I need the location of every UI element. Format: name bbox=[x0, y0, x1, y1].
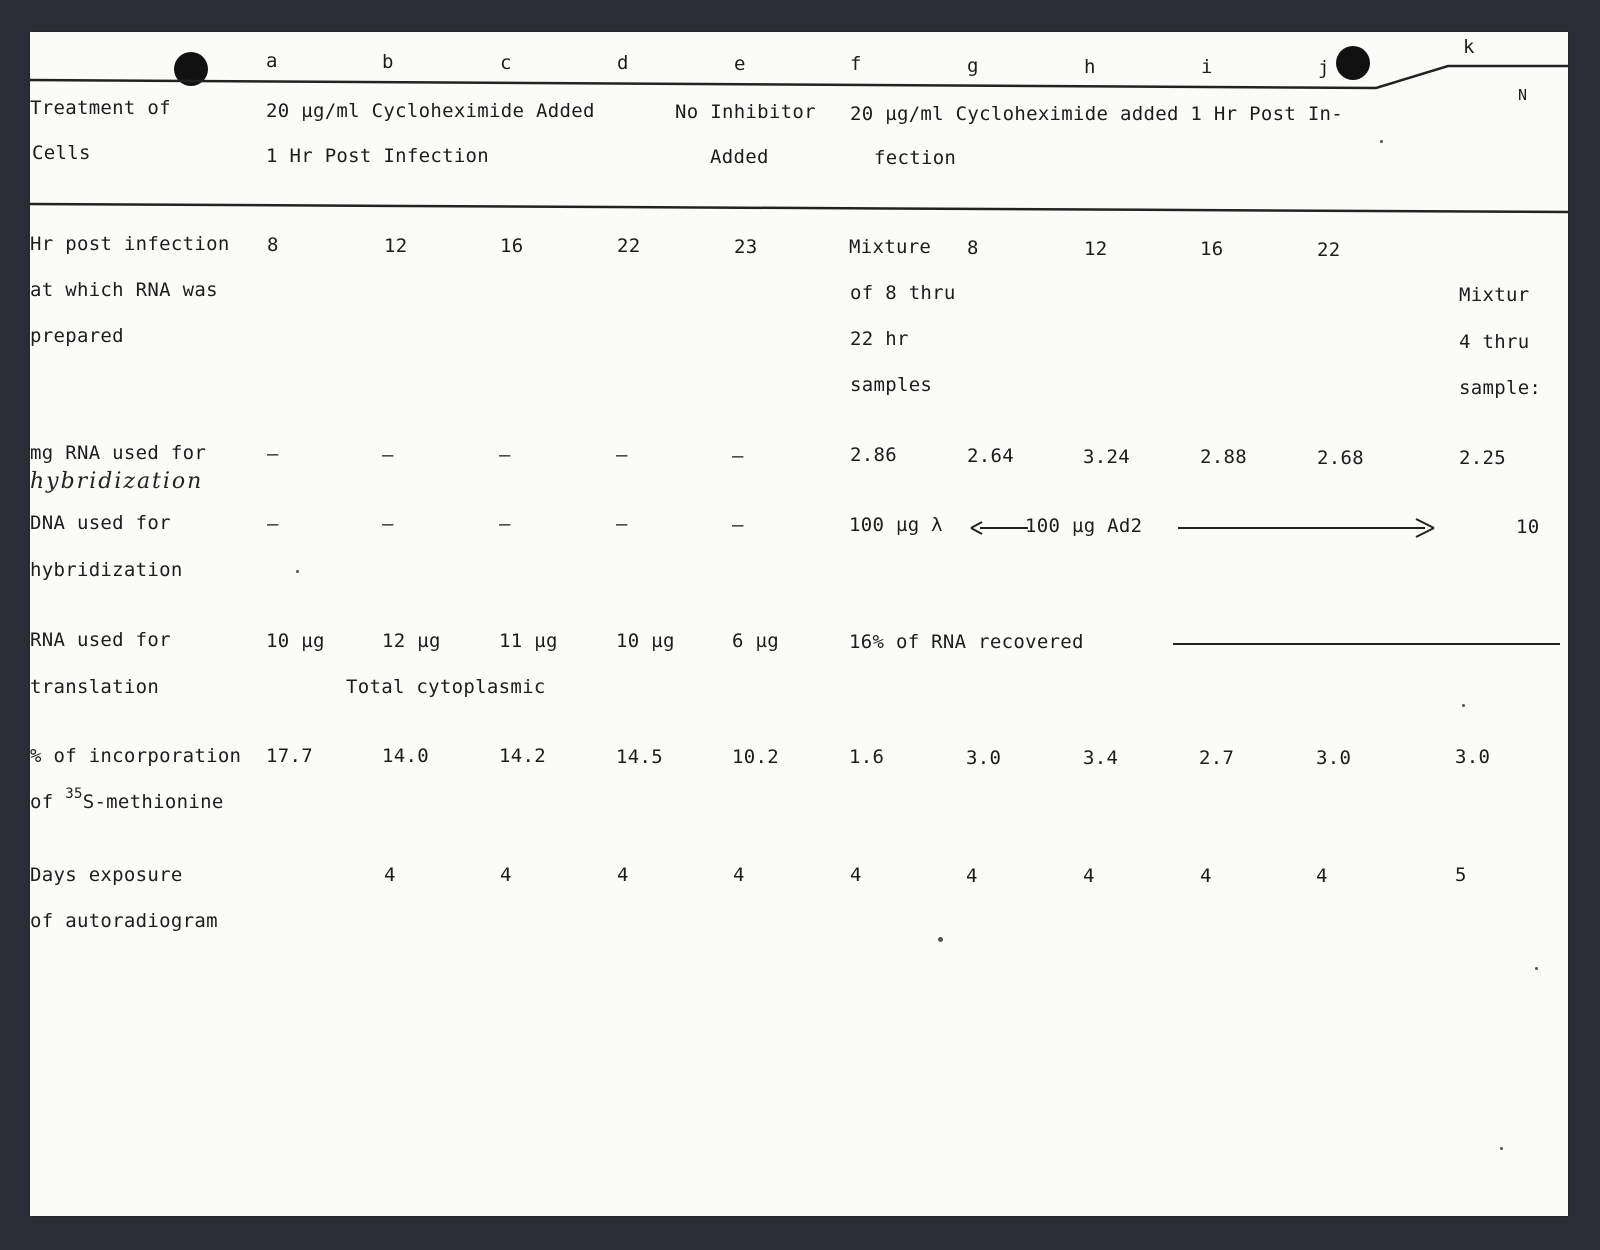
hr-k-line3: sample: bbox=[1459, 377, 1542, 399]
mg-c: – bbox=[499, 444, 511, 466]
hr-f-line3: 22 hr bbox=[850, 328, 909, 350]
col-h: h bbox=[1084, 56, 1096, 78]
inc-g: 3.0 bbox=[966, 747, 1002, 769]
paper-speck bbox=[1535, 967, 1538, 970]
hr-a: 8 bbox=[267, 234, 279, 256]
dna-label-2: hybridization bbox=[30, 559, 183, 581]
rna-d: 10 µg bbox=[616, 630, 675, 652]
dna-label-1: DNA used for bbox=[30, 512, 171, 534]
paper-speck bbox=[1462, 704, 1465, 707]
days-h: 4 bbox=[1083, 865, 1095, 887]
mg-a: – bbox=[267, 443, 279, 465]
hr-f-line4: samples bbox=[850, 374, 933, 396]
dna-g-to-j: 100 µg Ad2 bbox=[1025, 515, 1143, 537]
dna-b: – bbox=[382, 513, 394, 535]
hr-label-2: at which RNA was bbox=[30, 279, 218, 301]
hr-i: 16 bbox=[1200, 238, 1224, 260]
group1-line2: 1 Hr Post Infection bbox=[266, 145, 490, 167]
paper-speck bbox=[1500, 1147, 1503, 1150]
inc-b: 14.0 bbox=[382, 745, 429, 767]
table-rules bbox=[30, 32, 1568, 1216]
inc-label-1: % of incorporation bbox=[30, 745, 242, 767]
col-a: a bbox=[266, 50, 278, 72]
hr-h: 12 bbox=[1084, 238, 1108, 260]
inc-c: 14.2 bbox=[499, 745, 546, 767]
hr-k-line2: 4 thru bbox=[1459, 331, 1530, 353]
dna-c: – bbox=[499, 513, 511, 535]
hr-c: 16 bbox=[500, 235, 524, 257]
days-f: 4 bbox=[850, 864, 862, 886]
mg-g: 2.64 bbox=[967, 445, 1014, 467]
dna-a: – bbox=[267, 513, 279, 535]
hr-g: 8 bbox=[967, 237, 979, 259]
rna-label-1: RNA used for bbox=[30, 629, 171, 651]
rna-total-cytoplasmic-note: Total cytoplasmic bbox=[346, 676, 546, 698]
hr-j: 22 bbox=[1317, 239, 1341, 261]
dna-f: 100 µg λ bbox=[849, 514, 943, 536]
inc-d: 14.5 bbox=[616, 746, 663, 768]
days-label-1: Days exposure bbox=[30, 864, 183, 886]
hr-k-line1: Mixtur bbox=[1459, 284, 1530, 306]
group2-line1: No Inhibitor bbox=[675, 101, 816, 123]
mg-i: 2.88 bbox=[1200, 446, 1247, 468]
hr-d: 22 bbox=[617, 235, 641, 257]
group2-line2: Added bbox=[710, 146, 769, 168]
col-i: i bbox=[1201, 56, 1213, 78]
days-k: 5 bbox=[1455, 864, 1467, 886]
mg-f: 2.86 bbox=[850, 444, 897, 466]
hr-f-line1: Mixture bbox=[849, 236, 932, 258]
mg-d: – bbox=[616, 444, 628, 466]
paper-speck bbox=[1380, 140, 1383, 143]
days-g: 4 bbox=[966, 865, 978, 887]
col-f: f bbox=[850, 53, 862, 75]
rna-label-2: translation bbox=[30, 676, 160, 698]
group1-line1: 20 µg/ml Cycloheximide Added bbox=[266, 100, 595, 122]
inc-h: 3.4 bbox=[1083, 747, 1119, 769]
inc-label-2-isotope-mass: 35 bbox=[65, 786, 83, 802]
dna-d: – bbox=[616, 513, 628, 535]
mg-label-2-handwritten: hybridization bbox=[30, 469, 204, 494]
hr-f-line2: of 8 thru bbox=[850, 282, 956, 304]
document-page bbox=[30, 32, 1568, 1216]
col-g: g bbox=[967, 55, 979, 77]
mg-j: 2.68 bbox=[1317, 447, 1364, 469]
paper-speck bbox=[296, 570, 299, 573]
inc-f: 1.6 bbox=[849, 746, 885, 768]
inc-j: 3.0 bbox=[1316, 747, 1352, 769]
inc-i: 2.7 bbox=[1199, 747, 1235, 769]
hr-e: 23 bbox=[734, 236, 758, 258]
inc-k: 3.0 bbox=[1455, 746, 1491, 768]
rna-a: 10 µg bbox=[266, 630, 325, 652]
treatment-label-2: Cells bbox=[32, 142, 91, 164]
treatment-label-1: Treatment of bbox=[30, 97, 171, 119]
mg-label-1: mg RNA used for bbox=[30, 442, 207, 464]
dna-k: 10 bbox=[1516, 516, 1540, 538]
days-b: 4 bbox=[384, 864, 396, 886]
col-e: e bbox=[734, 53, 746, 75]
hr-label-3: prepared bbox=[30, 325, 124, 347]
col-d: d bbox=[617, 52, 629, 74]
days-label-2: of autoradiogram bbox=[30, 910, 218, 932]
dna-e: – bbox=[732, 514, 744, 536]
inc-label-2 bbox=[30, 786, 224, 815]
col-j: j bbox=[1318, 57, 1330, 79]
days-d: 4 bbox=[617, 864, 629, 886]
rna-b: 12 µg bbox=[382, 630, 441, 652]
inc-e: 10.2 bbox=[732, 746, 779, 768]
hr-b: 12 bbox=[384, 235, 408, 257]
inc-label-2-methionine: S-methionine bbox=[82, 791, 224, 813]
mg-e: – bbox=[732, 445, 744, 467]
rna-f-to-k: 16% of RNA recovered bbox=[849, 631, 1084, 653]
mg-b: – bbox=[382, 444, 394, 466]
days-i: 4 bbox=[1200, 865, 1212, 887]
col-b: b bbox=[382, 51, 394, 73]
days-j: 4 bbox=[1316, 865, 1328, 887]
group-k-cutoff: N bbox=[1518, 86, 1528, 104]
group3-line1: 20 µg/ml Cycloheximide added 1 Hr Post In- bbox=[850, 103, 1344, 125]
days-c: 4 bbox=[500, 864, 512, 886]
inc-a: 17.7 bbox=[266, 745, 313, 767]
mg-h: 3.24 bbox=[1083, 446, 1130, 468]
header-rule bbox=[30, 204, 1568, 212]
col-c: c bbox=[500, 52, 512, 74]
rna-c: 11 µg bbox=[499, 630, 558, 652]
top-rule bbox=[30, 66, 1568, 88]
paper-speck bbox=[938, 937, 943, 942]
days-e: 4 bbox=[733, 864, 745, 886]
group3-line2: fection bbox=[874, 147, 957, 169]
hr-label-1: Hr post infection bbox=[30, 233, 230, 255]
col-k: k bbox=[1463, 36, 1475, 58]
inc-label-2-of: of bbox=[30, 791, 54, 813]
mg-k: 2.25 bbox=[1459, 447, 1506, 469]
rna-e: 6 µg bbox=[732, 630, 779, 652]
